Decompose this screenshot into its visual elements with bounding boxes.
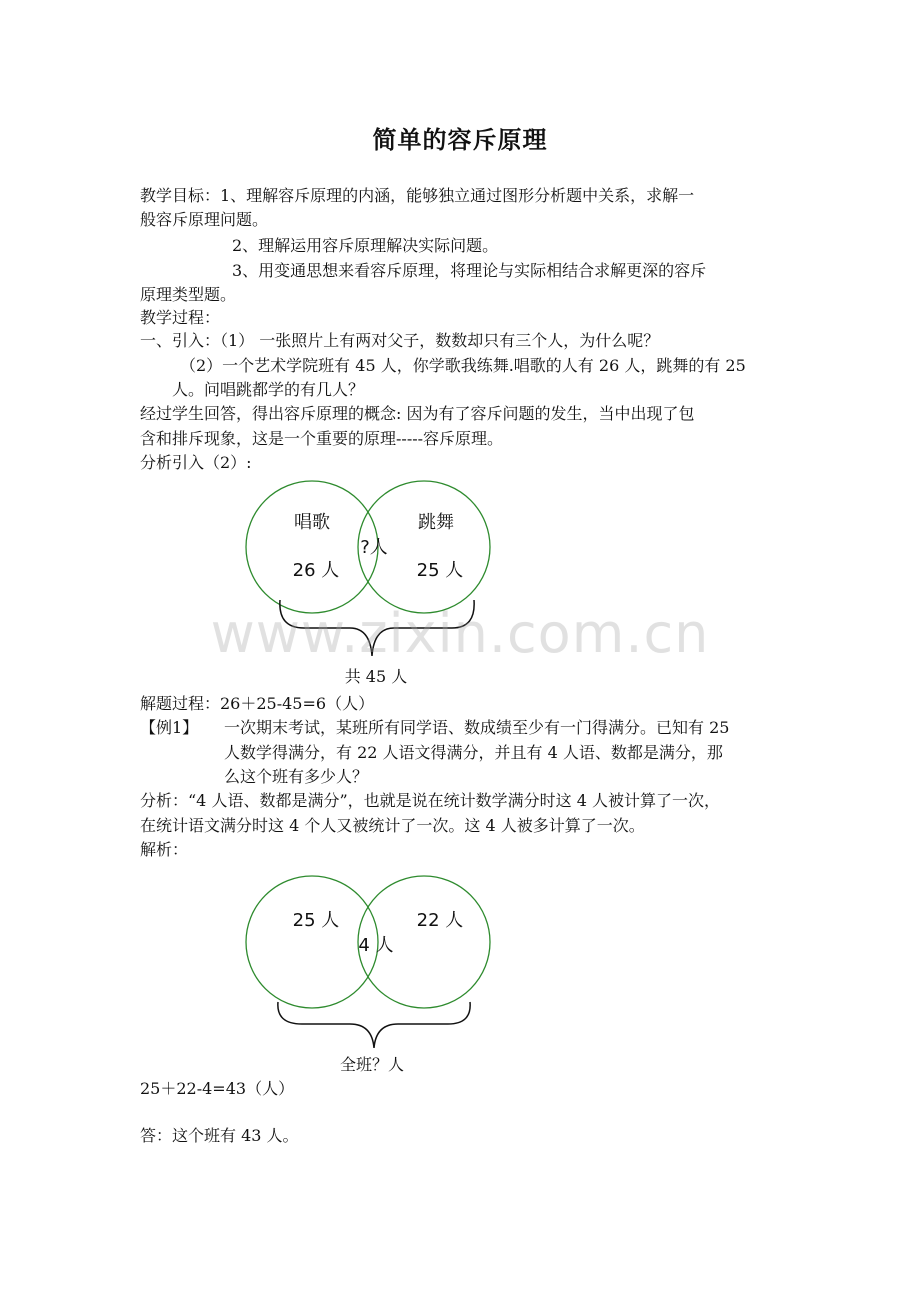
example-line-1: 一次期末考试，某班所有同学语、数成绩至少有一门得满分。已知有 25: [224, 718, 730, 737]
concept-line-1: 经过学生回答，得出容斥原理的概念: 因为有了容斥问题的发生，当中出现了包: [140, 404, 695, 423]
concept-line-2: 含和排斥现象，这是一个重要的原理-----容斥原理。: [140, 429, 504, 448]
analysis2-line-2: 在统计语文满分时这 4 个人又被统计了一次。这 4 人被多计算了一次。: [140, 816, 645, 835]
venn2-brace: [278, 1002, 470, 1048]
venn2-caption: 全班？人: [339, 1055, 405, 1074]
venn1-right-label: 跳舞: [418, 512, 454, 533]
venn2-right-value: 22 人: [416, 910, 464, 931]
formula-2: 25＋22-4=43（人）: [140, 1079, 295, 1098]
process-heading: 教学过程：: [140, 308, 221, 327]
venn1-left-value: 26 人: [292, 560, 340, 581]
venn2-left-value: 25 人: [292, 910, 340, 931]
objectives-line-3: 3、用变通思想来看容斥原理，将理论与实际相结合求解更深的容斥: [232, 261, 707, 280]
page-title: 简单的容斥原理: [372, 126, 548, 154]
analysis2-line-1: 分析：“4 人语、数都是满分”，也就是说在统计数学满分时这 4 人被计算了一次，: [140, 791, 720, 810]
objectives-line-3b: 原理类型题。: [140, 285, 237, 304]
intro-line-1: 一、引入：（1） 一张照片上有两对父子，数数却只有三个人，为什么呢？: [140, 331, 660, 350]
venn1-center-label: ?人: [360, 537, 388, 558]
venn2-center-value: 4 人: [358, 935, 394, 956]
watermark: www.zixin.com.cn: [210, 602, 710, 665]
example-tag: 【例1】: [140, 718, 199, 737]
solution-1: 解题过程：26＋25-45=6（人）: [140, 694, 375, 713]
objectives-line-1b: 般容斥原理问题。: [140, 210, 269, 229]
venn-diagram-2: [0, 862, 920, 1086]
example-line-2: 人数学得满分，有 22 人语文得满分，并且有 4 人语、数都是满分，那: [224, 743, 723, 762]
venn1-right-value: 25 人: [416, 560, 464, 581]
venn1-caption: 共 45 人: [344, 667, 408, 686]
venn1-left-label: 唱歌: [294, 512, 330, 533]
objectives-line-2: 2、理解运用容斥原理解决实际问题。: [232, 236, 499, 255]
analysis-heading: 分析引入（2）:: [140, 453, 252, 472]
answer: 答：这个班有 43 人。: [140, 1126, 299, 1145]
intro-line-2b: 人。问唱跳都学的有几人？: [172, 380, 365, 399]
parse-heading: 解析：: [140, 840, 189, 859]
objectives-line-1: 教学目标：1、理解容斥原理的内涵，能够独立通过图形分析题中关系，求解一: [140, 186, 695, 205]
example-line-3: 么这个班有多少人？: [224, 767, 369, 786]
intro-line-2: （2）一个艺术学院班有 45 人，你学歌我练舞.唱歌的人有 26 人，跳舞的有 25: [180, 356, 746, 375]
